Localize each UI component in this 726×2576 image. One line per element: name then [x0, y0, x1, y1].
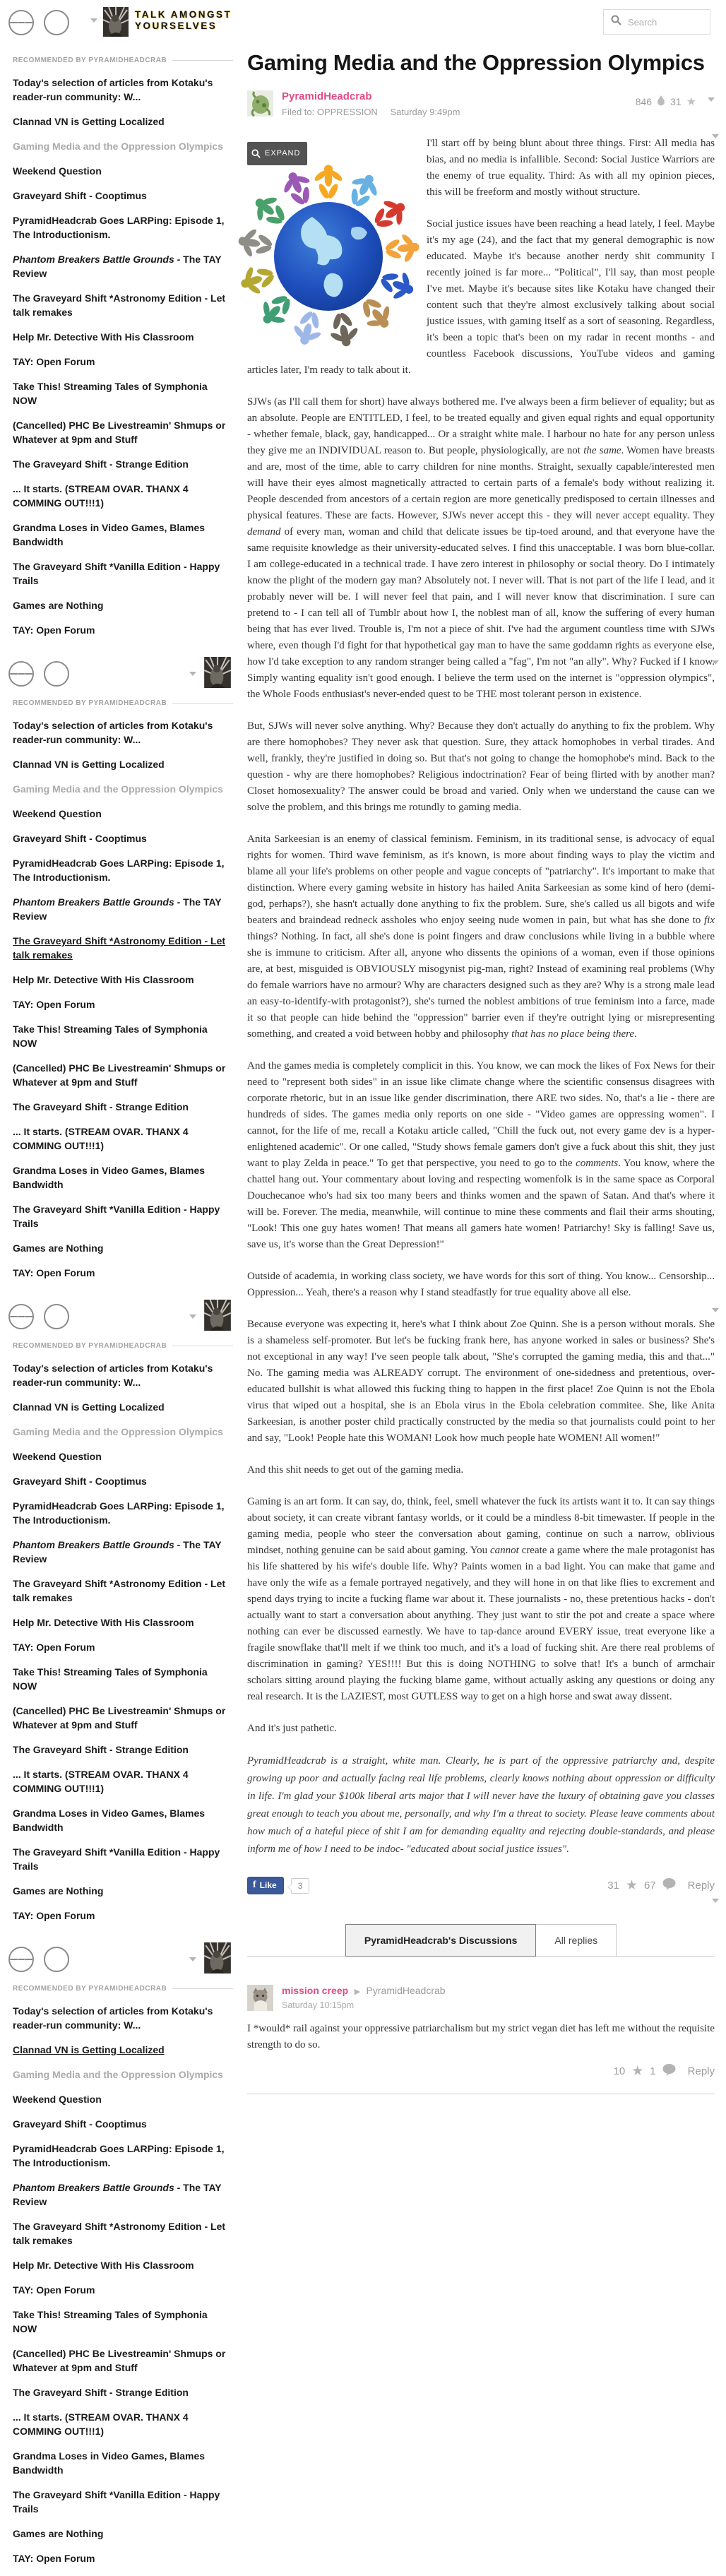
sidebar-article-link[interactable]: PyramidHeadcrab Goes LARPing: Episode 1, The Introductionism. [13, 1500, 225, 1526]
sidebar-article-link[interactable]: Take This! Streaming Tales of Symphonia NOW [13, 1023, 208, 1049]
sidebar-article-link[interactable]: TAY: Open Forum [13, 999, 95, 1010]
sidebar [8, 52, 233, 2576]
sidebar-article-link[interactable]: The Graveyard Shift - Strange Edition [13, 1744, 189, 1755]
comment [247, 1985, 715, 2094]
sidebar-article-link[interactable]: Clannad VN is Getting Localized [13, 759, 165, 770]
sidebar-article-link[interactable]: The Graveyard Shift *Vanilla Edition - Happy Trails [13, 561, 220, 586]
module-caret-icon[interactable] [712, 1308, 719, 1312]
sidebar-article-link[interactable]: Take This! Streaming Tales of Symphonia NOW [13, 381, 208, 406]
sidebar-article-link[interactable]: Weekend Question [13, 165, 102, 177]
reply-button[interactable]: Reply [687, 2065, 715, 2077]
sidebar-article-link[interactable]: Clannad VN is Getting Localized [13, 2044, 165, 2055]
blog-logo[interactable] [103, 7, 129, 33]
module-header [8, 658, 233, 689]
menu-icon[interactable] [8, 661, 34, 687]
sidebar-article-link[interactable]: Help Mr. Detective With His Classroom [13, 2260, 194, 2271]
article-paragraph: SJWs (as I'll call them for short) have always bothered me. I've always been a firm believer of equality; but as an absolute. People are ENTITLED, I feel, to be treated equally and given equal rights and equal opportunity - whether female, black, gay, handicapped... Or a straight white male. I harbour no hate for any person unless they give me an INDIVIDUAL reason to. But people, physiologically, are not the same. Women have breasts and are, most of the time, able to carry children for nine months. Straight, sexually capable/interested men will have their eyes almost magnetically attracted to certain parts of a female's body without realizing it. People descended from ancestors of a certain region are more genetically predisposed to certain illnesses and physical features. These are facts. However, SJWs never accept this - they will never accept equality. They demand of every man, woman and child that delicate issues be tip-toed around, and that everyone have the same requisite knowledge as their university-educated selves. I find this unacceptable. I was born blue-collar. I am college-educated in a technical trade. I have zero interest in philosophy or social theory. Do I intimately know the plight of the modern gay man? Absolutely not. I never will. That is not part of the life I lead, and it probably never will be. I will never feel that pain, and I will never know that discrimination. I sure can pretend to - I can tell all of Tumblr about how I, the noblest man of all, know the suffering of every human being that has ever lived. Trouble is, I'm not a piece of shit. I've had the argument countless time with SJWs where, even though I'd fight for that hypothetical gay man to have the same goddamn rights as everyone else, how I'd take exception to any random stranger being called a "fag", I'm not "an ally". Why? Fucked if I know. Simply wanting equality isn't good enough. I believe the term used on the internet is "oppression olympics", the Whole Foods enthusiast's never-ended quest to be THE most tolerant person in existence. [247, 396, 715, 700]
sidebar-article-link[interactable]: Today's selection of articles from Kotaku's reader-run community: W... [13, 2005, 213, 2031]
sidebar-article-link[interactable]: PyramidHeadcrab Goes LARPing: Episode 1, The Introductionism. [13, 2143, 225, 2168]
flame-icon [657, 95, 665, 108]
module-caret-icon[interactable] [712, 660, 719, 665]
star-icon[interactable]: ★ [625, 1878, 638, 1893]
sidebar-article-link[interactable]: Phantom Breakers Battle Grounds - The TAY Review [13, 1539, 222, 1565]
sidebar-article-link[interactable]: ... It starts. (STREAM OVAR. THANX 4 COMMING OUT!!!1) [13, 1769, 189, 1794]
reply-button[interactable]: Reply [687, 1880, 715, 1892]
search-icon [611, 15, 621, 29]
sidebar-article-link[interactable]: ... It starts. (STREAM OVAR. THANX 4 COMMING OUT!!!1) [13, 1126, 189, 1151]
search-box [603, 9, 710, 35]
sidebar-article-link[interactable]: ... It starts. (STREAM OVAR. THANX 4 COMMING OUT!!!1) [13, 2411, 189, 2437]
sidebar-article-link[interactable]: TAY: Open Forum [13, 2553, 95, 2564]
sidebar-article-link[interactable]: The Graveyard Shift - Strange Edition [13, 458, 189, 470]
notification-circle-icon[interactable] [44, 1304, 69, 1329]
sidebar-article-link[interactable]: TAY: Open Forum [13, 624, 95, 636]
sidebar-article-link[interactable]: Help Mr. Detective With His Classroom [13, 974, 194, 985]
article-paragraph: And the games media is completely complicit in this. You know, we can mock the likes of Fox News for their need to "represent both sides" in an issue like climate change where the scientific consensus disagrees with corporate rhetoric, but in an issue like gender discrimination, there ARE two sides. No, that's a lie - there are hundreds of sides. The games media only reports on one side - "Video games are oppressing women". I cannot, for the life of me, recall a Kotaku article called, "Chill the fuck out, not every game dev is a hyper-enlightened academic". Or one called, "Study shows female gamers don't give a fuck about this shit, they just want to play Zelda in peace." To get that perspective, you need to go to the comments. You know, where the chattel hang out. Your commentary about loving and respecting womenfolk is in the same space as Corporal Douchecanoe who's had six too many beers and thinks women and the spawn of Satan. And that's where it will be. Forever. The media, meanwhile, will continue to mine these comments and flail their arms shouting, "Look! This one guy hates women! That means all gamers hate women! Patriarchy! Sky is falling! Save us, save us, it's worse than the Great Depression!" [247, 1060, 715, 1250]
sidebar-article-link[interactable]: Today's selection of articles from Kotaku's reader-run community: W... [13, 77, 213, 102]
article-paragraph: Social justice issues have been reaching a head lately, I feel. Maybe it's my age (24), and the fact that my general demographic is now educated. Maybe it's because another nerdy shit community I recently joined is far more... "Political", I'll say, than most people I've met. Maybe it's because sites like Kotaku have changed their content such that they're almost exclusively talking about social justice issues, with gaming itself as a sort of seasoning. Regardless, it's been a topic that's been on my radar in recent months - and countless Facebook discussions, YouTube videos and gaming articles later, I'm ready to talk about it. [247, 218, 715, 376]
sidebar-article-link[interactable]: Graveyard Shift - Cooptimus [13, 190, 147, 201]
module-header [8, 1944, 233, 1975]
sidebar-article-link[interactable]: (Cancelled) PHC Be Livestreamin' Shmups or Whatever at 9pm and Stuff [13, 420, 226, 445]
module-header [8, 1301, 233, 1332]
sidebar-article-link[interactable]: The Graveyard Shift *Vanilla Edition - Happy Trails [13, 2489, 220, 2515]
sidebar-article-link[interactable]: (Cancelled) PHC Be Livestreamin' Shmups or Whatever at 9pm and Stuff [13, 2348, 226, 2373]
site-title[interactable]: TALK AMONGST YOURSELVES [135, 8, 232, 31]
page-title[interactable]: Gaming Media and the Oppression Olympics [247, 50, 705, 75]
sidebar-article-link[interactable]: (Cancelled) PHC Be Livestreamin' Shmups or Whatever at 9pm and Stuff [13, 1062, 226, 1088]
author-footnote: PyramidHeadcrab is a straight, white man. Clearly, he is part of the oppressive patriarchy and, despite growing up poor and actually facing real life problems, clearly knows nothing about oppression or difficulty in life. I'm glad your $100k liberal arts major that I will never have the luxury of obtaining gave you classes great enough to teach you about me, personally, and why I'm a threat to society. Please leave comments about how much of a hateful piece of shit I am for demanding equality and rejecting double-standards, and please inform me of how I need to be indoc- "educated about social justice issues". [247, 1755, 715, 1855]
blog-avatar[interactable] [203, 1942, 232, 1977]
comment-star-count: 10 [613, 2065, 626, 2077]
sidebar-article-link[interactable]: Weekend Question [13, 2094, 102, 2105]
comment-count: 67 [643, 1880, 656, 1892]
filed-to[interactable]: Filed to: OPPRESSION [282, 107, 378, 117]
expand-magnifier-icon [251, 149, 261, 158]
facebook-icon: f [253, 1880, 256, 1890]
sidebar-article-link[interactable]: PyramidHeadcrab Goes LARPing: Episode 1, The Introductionism. [13, 215, 225, 240]
sidebar-article-link[interactable]: Help Mr. Detective With His Classroom [13, 1617, 194, 1628]
notification-circle-icon[interactable] [44, 10, 69, 35]
expand-button[interactable]: EXPAND [247, 142, 307, 165]
post-image[interactable] [247, 138, 410, 353]
sidebar-article-link[interactable]: Games are Nothing [13, 600, 104, 611]
comment-icon[interactable] [662, 1878, 676, 1893]
caret-down-icon[interactable] [189, 1314, 196, 1319]
sidebar-article-link: Gaming Media and the Oppression Olympics [13, 2069, 223, 2080]
sidebar-article-link[interactable]: TAY: Open Forum [13, 1910, 95, 1921]
commenter-avatar[interactable] [247, 1985, 273, 2011]
sidebar-article-link[interactable]: Phantom Breakers Battle Grounds - The TAY Review [13, 896, 222, 922]
post-timestamp[interactable]: Saturday 9:49pm [390, 107, 460, 117]
comment-timestamp[interactable]: Saturday 10:15pm [282, 2000, 355, 2010]
article-paragraph: Outside of academia, in working class society, we have words for this sort of thing. You know... Censorship... Oppression... Yeah, there's a reason why I stand steadfastly for true equality above all else. [247, 1271, 715, 1298]
caret-down-icon[interactable] [189, 1957, 196, 1961]
sidebar-article-link: Gaming Media and the Oppression Olympics [13, 141, 223, 152]
sidebar-article-link[interactable]: TAY: Open Forum [13, 356, 95, 367]
blog-avatar[interactable] [203, 1300, 232, 1334]
sidebar-article-link[interactable]: Grandma Loses in Video Games, Blames Bandwidth [13, 1165, 206, 1190]
facebook-like-button[interactable]: f Like [247, 1877, 284, 1894]
star-count: 31 [607, 1880, 619, 1892]
sidebar-article-link[interactable]: Grandma Loses in Video Games, Blames Bandwidth [13, 2450, 206, 2476]
recommended-header: RECOMMENDED BY PYRAMIDHEADCRAB [13, 1342, 233, 1350]
sidebar-article-link[interactable]: Graveyard Shift - Cooptimus [13, 833, 147, 844]
author-avatar[interactable] [247, 90, 273, 117]
star-icon[interactable]: ★ [686, 96, 696, 108]
sidebar-article-link[interactable]: PyramidHeadcrab Goes LARPing: Episode 1, The Introductionism. [13, 857, 225, 883]
comment-reply-count: 1 [650, 2065, 656, 2077]
sidebar-article-link[interactable]: Take This! Streaming Tales of Symphonia NOW [13, 2309, 208, 2334]
sidebar-article-link[interactable]: Today's selection of articles from Kotaku's reader-run community: W... [13, 720, 213, 745]
blog-avatar[interactable] [203, 657, 232, 692]
sidebar-article-link: Gaming Media and the Oppression Olympics [13, 783, 223, 795]
caret-down-icon[interactable] [189, 672, 196, 676]
article-paragraph: I'll start off by being blunt about three things. First: All media has bias, and no media is infallible. Second: Social Justice Warriors are the enemy of true equality. Third: As with all my opinion pieces, this will be freeform and mostly without structure. [427, 138, 715, 198]
sidebar-article-link[interactable]: Games are Nothing [13, 2528, 104, 2539]
paragraphs [247, 136, 715, 1737]
sidebar-article-link[interactable]: The Graveyard Shift - Strange Edition [13, 2387, 189, 2398]
sidebar-article-link[interactable]: Graveyard Shift - Cooptimus [13, 2118, 147, 2130]
star-icon[interactable]: ★ [631, 2064, 644, 2079]
sidebar-article-link[interactable]: (Cancelled) PHC Be Livestreamin' Shmups or Whatever at 9pm and Stuff [13, 1705, 226, 1731]
commenter-name[interactable]: mission creep [282, 1985, 349, 1996]
site-header [0, 0, 726, 45]
menu-icon[interactable] [8, 1947, 34, 1972]
blog-caret-down-icon[interactable] [90, 18, 97, 23]
sidebar-article-link[interactable]: The Graveyard Shift *Vanilla Edition - Happy Trails [13, 1204, 220, 1229]
share-bar [247, 1877, 715, 1894]
module-caret-icon[interactable] [712, 1899, 719, 1903]
article-paragraph: Anita Sarkeesian is an enemy of classical feminism. Feminism, in its traditional sense, is advocacy of equal rights for women. Third wave feminism, as it's known, is more about finding ways to play the victim and blame all your life's problems on other people and vague concepts of "patriarchy". It's important to make that distinction. Where every gaming website in history has hailed Anita Sarkeesian as some kind of hero (demi-god, perhaps?), she hasn't actually done anything to fix the problem. Sure, she's called us all bigots and wife beaters and braindead redneck assholes who enjoy seeing nude women in pain, but what has she done to fix things? Nothing. In fact, all she's done is point fingers and draw conclusions while living in a bubble where she is immune to criticism. After all, anyone who dissents the opinions of a woman, even if those opinions are, at best, misguided is OBVIOUSLY misogynist pig-man, right? Instead of examining real problems (Why do female warriors have no armour? Why are characters designed such as they are? Why is a strong male lead an easy-to-identify-with protagonist?), she's turned the noblest ambitions of true feminism into a farce, made it so that people can hide behind the "oppression" barrier even if they're outright lying or misrepresenting something, and created a void between hobby and philosophy that has no place being there. [247, 833, 715, 1040]
star-count: 31 [670, 96, 682, 107]
recommended-list [8, 1361, 233, 1923]
sidebar-article-link[interactable]: TAY: Open Forum [13, 1267, 95, 1278]
like-count-bubble[interactable]: 3 [291, 1878, 310, 1894]
sidebar-article-link[interactable]: The Graveyard Shift *Astronomy Edition - Let talk remakes [13, 935, 226, 961]
sidebar-article-link[interactable]: Grandma Loses in Video Games, Blames Bandwidth [13, 522, 206, 547]
tab-all-replies[interactable]: All replies [536, 1924, 617, 1957]
sidebar-article-link[interactable]: Take This! Streaming Tales of Symphonia NOW [13, 1666, 208, 1692]
article-paragraph: And this shit needs to get out of the gaming media. [247, 1464, 464, 1476]
sidebar-article-link[interactable]: The Graveyard Shift - Strange Edition [13, 1101, 189, 1112]
sidebar-article-link[interactable]: The Graveyard Shift *Astronomy Edition - Let talk remakes [13, 1578, 226, 1603]
sidebar-article-link[interactable]: Weekend Question [13, 1451, 102, 1462]
sidebar-article-link[interactable]: The Graveyard Shift *Vanilla Edition - Happy Trails [13, 1846, 220, 1872]
sidebar-article-link[interactable]: Help Mr. Detective With His Classroom [13, 331, 194, 343]
notification-circle-icon[interactable] [44, 661, 69, 687]
sidebar-article-link[interactable]: Phantom Breakers Battle Grounds - The TAY Review [13, 254, 222, 279]
tab-author-discussions[interactable]: PyramidHeadcrab's Discussions [345, 1924, 537, 1957]
article-paragraph: And it's just pathetic. [247, 1723, 337, 1734]
sidebar-article-link[interactable]: Grandma Loses in Video Games, Blames Bandwidth [13, 1808, 206, 1833]
discussion-tabs [247, 1924, 715, 1957]
search-input[interactable] [626, 16, 700, 28]
comment-icon[interactable] [662, 2064, 676, 2079]
sidebar-article-link[interactable]: The Graveyard Shift *Astronomy Edition - Let talk remakes [13, 2221, 226, 2246]
sidebar-article-link[interactable]: Games are Nothing [13, 1242, 104, 1254]
sidebar-article-link[interactable]: Games are Nothing [13, 1885, 104, 1897]
sidebar-article-link[interactable]: Graveyard Shift - Cooptimus [13, 1476, 147, 1487]
sidebar-article-link[interactable]: The Graveyard Shift *Astronomy Edition - Let talk remakes [13, 292, 226, 318]
recommended-list [8, 2004, 233, 2565]
sidebar-article-link[interactable]: Clannad VN is Getting Localized [13, 1401, 165, 1413]
post-options-caret-icon[interactable] [708, 97, 715, 102]
comment-body: I *would* rail against your oppressive patriarchalism but my strict vegan diet has left me without the requisite strength to do so. [247, 2023, 715, 2050]
sidebar-article-link: Gaming Media and the Oppression Olympics [13, 1426, 223, 1437]
recommended-header: RECOMMENDED BY PYRAMIDHEADCRAB [13, 1985, 233, 1993]
article [247, 49, 715, 2094]
menu-icon[interactable] [8, 10, 34, 35]
recommended-header: RECOMMENDED BY PYRAMIDHEADCRAB [13, 699, 233, 707]
reply-arrow-icon: ▶ [354, 1988, 361, 1996]
article-paragraph: But, SJWs will never solve anything. Why? Because they don't actually do anything to fix the problem. Why are there homophobes? They never ask that question. Sure, they attack homophobes in verbal tirades. And well, frankly, they're justified in doing so. But that's not going to change the homophobe's mind. Back to the question - why are there homophobes? Religious indoctrination? Fear of being flirted with by another man? Closet homosexuality? The answer could be broad and varied. Only when we understand the cause can we solve the problem, and this brings me rotundly to gaming media. [247, 720, 715, 813]
sidebar-article-link[interactable]: TAY: Open Forum [13, 2284, 95, 2296]
recommended-list [8, 718, 233, 1280]
menu-icon[interactable] [8, 1304, 34, 1329]
recommended-header: RECOMMENDED BY PYRAMIDHEADCRAB [13, 57, 233, 64]
sidebar-article-link[interactable]: Phantom Breakers Battle Grounds - The TAY Review [13, 2182, 222, 2207]
byline [247, 90, 715, 117]
sidebar-article-link[interactable]: Weekend Question [13, 808, 102, 819]
article-paragraph: Because everyone was expecting it, here's what I think about Zoe Quinn. She is a person without morals. She is a shameless self-promoter. But let's be fucking frank here, has anyone worked in sales or business? She's not exceptional in any way! I've seen people talk about, "She's corrupted the gaming media, this and that..." No. The gaming media was ALREADY corrupt. The environment of one-sidedness and pretentious, over-educated bullshit is what allowed this fucking thing to happen in the first place! Zoe Quinn is not the Ebola virus that wiped out a hospital, she is an Ebola virus in the Ebola celebration commitee. She, like Anita Sarkeesian, is another poster child practically constructed by the media so that journalists could point to her and say, "Look! People hate this WOMAN! Look how much people hate WOMEN! All women!" [247, 1319, 715, 1444]
sidebar-article-link[interactable]: Today's selection of articles from Kotaku's reader-run community: W... [13, 1363, 213, 1388]
module-caret-icon[interactable] [712, 134, 719, 138]
reply-to-name[interactable]: PyramidHeadcrab [366, 1985, 446, 1996]
article-paragraph: Gaming is an art form. It can say, do, think, feel, smell whatever the fuck its artists want it to. It can say things about society, it can create vibrant fantasy worlds, or it could be a mindless 8-bit timewaster. If people in the gaming media, people who steer the conversation about gaming, continue on such a narrow, oblivious mindset, nothing genuine can be said about gaming. You cannot create a game where the male protagonist has his life shattered by his wife's double life. Why? Paints women in a bad light. You can make that game and have only the wife as a female portrayed negatively, and they will hone in on that like flies to excrement and spend days trying to incite a fucking flame war about it. These journalists - no, these pretentious hacks - don't actually want to start a conversation about anything. They just want to stir the pot and create a space where nothing can ever be discussed earnestly. We have to tap-dance around EVERY issue, treat everyone like a fragile snowflake that'll melt if we think too much, and it's a load of fucking shit. Are there real problems of discrimination in gaming? YES!!!! But this is doing NOTHING to solve that! It's a bunch of armchair scholars sitting around playing the fucking blame game, without actually asking any questions or doing any real research. It is the LAZIEST, most GUTLESS way to get on a high horse and swat away dissent. [247, 1496, 715, 1702]
byline-meta [282, 107, 460, 117]
sidebar-article-link[interactable]: Clannad VN is Getting Localized [13, 116, 165, 127]
article-body [247, 136, 715, 1858]
view-count: 846 [635, 96, 653, 107]
notification-circle-icon[interactable] [44, 1947, 69, 1972]
sidebar-article-link[interactable]: TAY: Open Forum [13, 1642, 95, 1653]
author-name[interactable]: PyramidHeadcrab [282, 90, 372, 102]
recommended-list [8, 76, 233, 637]
sidebar-article-link[interactable]: ... It starts. (STREAM OVAR. THANX 4 COMMING OUT!!!1) [13, 483, 189, 509]
